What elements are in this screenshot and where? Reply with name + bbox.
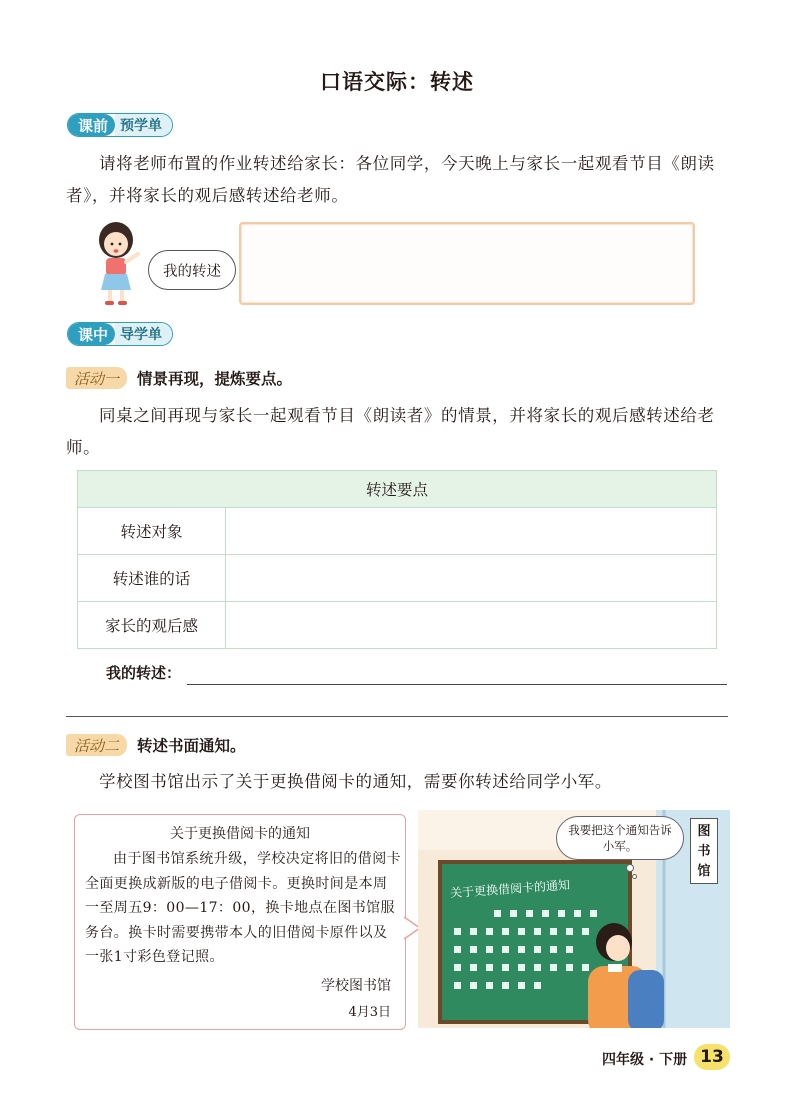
library-sign: [690, 818, 718, 884]
board-text-mark: [518, 946, 525, 953]
row-input[interactable]: [226, 508, 717, 555]
activity-title: 转述书面通知。: [137, 737, 246, 755]
row-label: 转述谁的话: [78, 555, 226, 602]
board-text-mark: [486, 946, 493, 953]
board-text-mark: [502, 946, 509, 953]
board-text-mark: [526, 910, 533, 917]
board-text-mark: [454, 928, 461, 935]
row-input[interactable]: [226, 555, 717, 602]
board-text-mark: [486, 982, 493, 989]
table-header: 转述要点: [78, 471, 717, 508]
notice-body: 由于图书馆系统升级，学校决定将旧的借阅卡全面更换成新版的电子借阅卡。更换时间是本周一至周五9：00—17：00，换卡地点在图书馆服务台。换卡时需要携带本人的旧借阅卡原件以及一张1寸彩色登记照。: [85, 851, 401, 965]
my-retell-line[interactable]: [187, 684, 727, 685]
footer-grade: 四年级 · 下册: [602, 1052, 688, 1068]
pill-right: 预学单: [115, 114, 172, 136]
board-text-mark: [550, 964, 557, 971]
section-pill-preview: [67, 113, 173, 137]
board-text-mark: [470, 982, 477, 989]
library-scene-illustration: [418, 810, 730, 1028]
retell-points-table: [77, 470, 717, 649]
row-input[interactable]: [226, 602, 717, 649]
board-text-mark: [550, 946, 557, 953]
board-text-mark: [518, 964, 525, 971]
activity-two-paragraph: 学校图书馆出示了关于更换借阅卡的通知，需要你转述给同学小军。: [99, 772, 612, 791]
page-number: 13: [694, 1044, 730, 1070]
board-text-mark: [534, 982, 541, 989]
board-text-mark: [558, 910, 565, 917]
notice-title: 关于更换借阅卡的通知: [170, 826, 310, 842]
sign-char: 图: [697, 824, 711, 839]
board-text-mark: [518, 982, 525, 989]
table-row: [78, 508, 717, 555]
thought-cloud: 我要把这个通知告诉小军。: [556, 816, 684, 860]
boy-illustration: [578, 914, 668, 1028]
girl-illustration: [92, 218, 148, 308]
board-text-mark: [454, 946, 461, 953]
board-text-mark: [454, 964, 461, 971]
activity-one-heading: [66, 366, 292, 390]
sign-char: 书: [697, 844, 711, 859]
page-title: 口语交际：转述: [320, 70, 474, 94]
board-text-mark: [566, 928, 573, 935]
thought-dot: [626, 864, 634, 872]
section-divider: [66, 716, 728, 717]
pill-left: 课前: [68, 114, 115, 136]
board-text-mark: [470, 964, 477, 971]
row-label: 转述对象: [78, 508, 226, 555]
activity-tag: 活动二: [66, 734, 127, 756]
board-text-mark: [534, 928, 541, 935]
activity-title: 情景再现，提炼要点。: [137, 370, 293, 388]
board-text-mark: [486, 928, 493, 935]
row-label: 家长的观后感: [78, 602, 226, 649]
activity-tag: 活动一: [66, 367, 127, 389]
board-text-mark: [502, 928, 509, 935]
board-text-mark: [454, 982, 461, 989]
board-text-mark: [502, 964, 509, 971]
table-row: [78, 602, 717, 649]
activity-two-heading: [66, 733, 246, 757]
section-pill-guide: [67, 322, 173, 346]
board-text-mark: [518, 928, 525, 935]
board-text-mark: [566, 964, 573, 971]
notice-date: 4月3日: [348, 1005, 391, 1020]
retell-answer-box[interactable]: [239, 222, 695, 305]
pill-right: 导学单: [115, 323, 172, 345]
board-text-mark: [470, 946, 477, 953]
library-notice: [74, 814, 406, 1030]
table-row: [78, 555, 717, 602]
board-text-mark: [534, 964, 541, 971]
my-retell-bubble: 我的转述: [148, 250, 236, 290]
board-text-mark: [486, 964, 493, 971]
board-text-mark: [502, 982, 509, 989]
board-title: 关于更换借阅卡的通知: [449, 877, 571, 901]
board-text-mark: [510, 910, 517, 917]
board-text-mark: [494, 910, 501, 917]
board-text-mark: [566, 946, 573, 953]
activity-one-paragraph: 同桌之间再现与家长一起观看节目《朗读者》的情景，并将家长的观后感转述给老师。: [66, 406, 715, 457]
intro-paragraph: 请将老师布置的作业转述给家长：各位同学，今天晚上与家长一起观看节目《朗读者》，并将家长的观后感转述给老师。: [66, 154, 715, 205]
sign-char: 馆: [697, 864, 711, 879]
my-retell-label: 我的转述：: [106, 664, 182, 682]
thought-dot: [632, 874, 637, 879]
pill-left: 课中: [68, 323, 115, 345]
board-text-mark: [470, 928, 477, 935]
board-text-mark: [534, 946, 541, 953]
board-text-mark: [550, 928, 557, 935]
board-text-mark: [542, 910, 549, 917]
notice-signature: 学校图书馆: [321, 978, 391, 994]
